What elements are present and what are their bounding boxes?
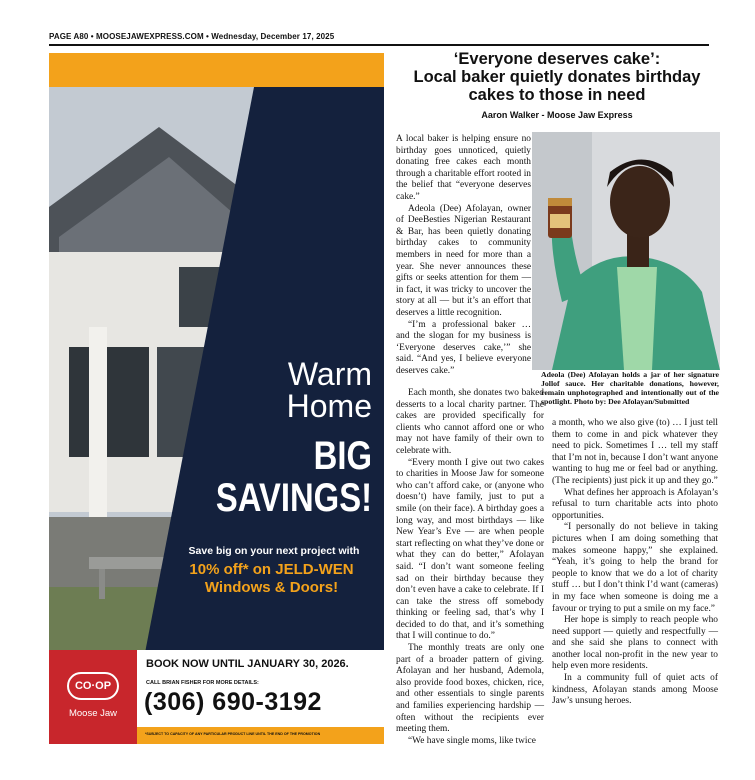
ad-home-text: Home <box>286 388 372 424</box>
paragraph: What defines her approach is Afolayan’s refusal to turn charitable acts into photo opportunities. <box>552 487 718 521</box>
phone-number: (306) 690-3192 <box>144 688 322 716</box>
baker-photo <box>532 132 720 370</box>
header-rule <box>49 44 709 46</box>
coop-city: Moose Jaw <box>68 708 118 719</box>
article-column-2 <box>552 418 718 708</box>
ad-offer-line1: 10% off* on JELD-WEN <box>189 561 354 578</box>
ad-offer <box>159 561 384 597</box>
ad-save-line: Save big on your next project with <box>188 545 360 557</box>
ad-top-bar <box>49 53 384 87</box>
paragraph: “I personally do not believe in taking pictures when I am doing something that makes someone happy,” she explained. “Yeah, it’s going to help the brand for people to know that we do a lot of charity stuff … but I don’t think I’d want (cameras) in my face when someone is doing me a favour or trying to put a smile on my face.” <box>552 522 718 614</box>
ad-big-text: BIG <box>313 434 372 478</box>
call-details: CALL BRIAN FISHER FOR MORE DETAILS: <box>146 680 259 686</box>
book-now-line <box>146 658 349 670</box>
page-header: PAGE A80 • MOOSEJAWEXPRESS.COM • Wednesday, December 17, 2025 <box>49 32 335 41</box>
title-line-2: Local baker quietly donates birthday <box>413 68 701 86</box>
paragraph: The monthly treats are only one part of a broader pattern of giving. Afolayan and her husband, Ademola, also provide food boxes, chicken, rice, and other essentials to single parents and families experiencing hardship — often without the recipients ever meeting them. <box>396 643 544 735</box>
title-line-1: ‘Everyone deserves cake’: <box>453 50 661 68</box>
byline: Aaron Walker - Moose Jaw Express <box>481 110 633 120</box>
ad-bottom-panel <box>49 650 384 744</box>
paragraph: a month, who we also give (to) … I just tell them to come in and pick whatever they need to pick. Sometimes I … tell my staff that I’m not in, because I don’t want anyone wanting to hug me or feel bad or anything. (The recipients) just pick it up and they go.” <box>552 418 718 486</box>
ad-warm-text: Warm <box>287 356 372 392</box>
paragraph: In a community full of quiet acts of kindness, Afolayan stands among Moose Jaw’s unsung heroes. <box>552 673 718 707</box>
paragraph: “Every month I give out two cakes to charities in Moose Jaw for someone who can’t afford cake, or (anyone who doesn’t) have family, just to put a smile (on their face). A birthday goes a long way, and most birthdays — like New Year’s Eve — are when people start reflecting on what they’ve done or what they can do better,” Afolayan said. “I don’t want someone feeling sad on their birthday because they don’t even have a cake to celebrate. If I can take the stress off somebody thinking or feeling sad, that’s why I decided to do that, and it’s something that I will continue to do.” <box>396 457 544 642</box>
coop-logo: CO·OP <box>67 672 119 700</box>
paragraph: Each month, she donates two baked desserts to a local charity partner. The cakes are provided specifically for clients who cannot afford one or who may not have family of their own to celebrate with. <box>396 388 544 456</box>
paragraph: “I’m a professional baker … and the slogan for my business is ‘Everyone deserves cake,’” she said. “And yes, I believe everyone deserves cake.” <box>396 319 531 376</box>
coop-advertisement <box>49 53 384 744</box>
paragraph: A local baker is helping ensure no birthday goes unnoticed, quietly donating free cakes each month through a charitable effort rooted in the belief that “everyone deserves cake.” <box>396 134 531 202</box>
ad-offer-line2: Windows & Doors! <box>204 579 339 596</box>
disclaimer: *SUBJECT TO CAPACITY OF ANY PARTICULAR PRODUCT LINE UNTIL THE END OF THE PROMOTION <box>145 732 321 736</box>
photo-caption: Adeola (Dee) Afolayan holds a jar of her signature Jollof sauce. Her charitable donations, however, remain unphotographed and intentionally out of the spotlight. Photo by: Dee Afolayan/Submitted <box>541 370 719 406</box>
article-title <box>392 50 722 104</box>
book-now-prefix: BOOK NOW UNTIL <box>146 658 248 670</box>
ad-headline-warm-home <box>172 358 372 422</box>
paragraph: Her hope is simply to reach people who need support — quietly and respectfully — and she said she plans to connect with another local non-profit in the new year to help even more residents. <box>552 615 718 672</box>
ad-headline-big-savings <box>192 435 372 519</box>
article-column-1-bottom <box>396 388 544 747</box>
book-now-date: JANUARY 30, 2026. <box>247 658 349 670</box>
paragraph: Adeola (Dee) Afolayan, owner of DeeBesties Nigerian Restaurant & Bar, has been quietly donating birthday cakes to community members in need for more than a year. She never announces these gifts or seeks attention for them — in fact, it was tricky to uncover the story at all — but it’s an effort that deserves a little recognition. <box>396 203 531 318</box>
title-line-3: cakes to those in need <box>468 86 646 104</box>
paragraph: “We have single moms, like twice <box>408 735 536 746</box>
ad-savings-text: SAVINGS! <box>215 476 372 520</box>
coop-logo-box <box>49 650 137 744</box>
article-column-1-top <box>396 134 531 377</box>
